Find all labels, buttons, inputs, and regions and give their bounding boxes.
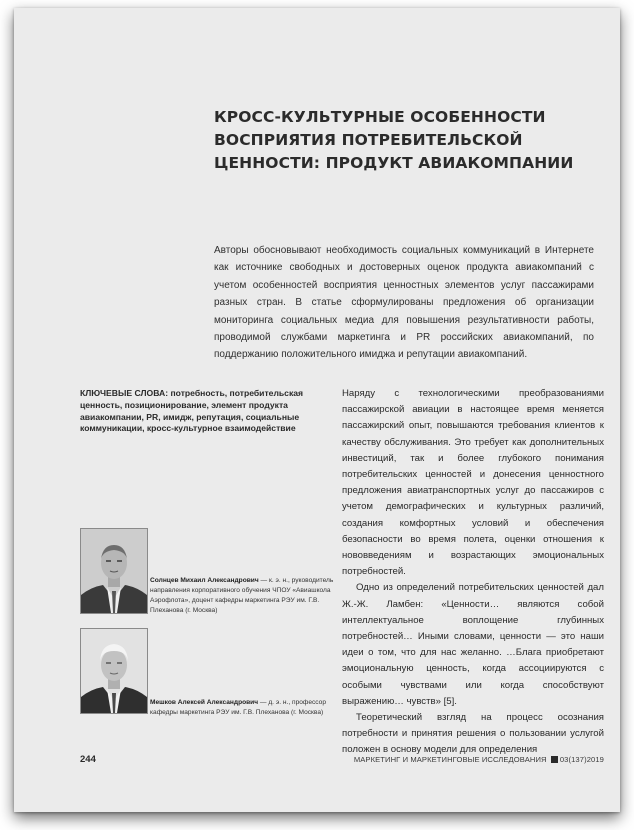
keywords-text: потребность, потребительская ценность, позиционирование, элемент продукта авиакомпании, PR, имидж, репутация, социальные коммуникации, кросс-культурное взаимодействие (80, 388, 304, 434)
article-title: КРОСС-КУЛЬТУРНЫЕ ОСОБЕННОСТИ ВОСПРИЯТИЯ ПОТРЕБИТЕЛЬСКОЙ ЦЕННОСТИ: ПРОДУКТ АВИАКОМПАНИИ (214, 108, 574, 172)
journal-issue: 03(137)2019 (559, 755, 604, 764)
author-info-solntsev (150, 576, 340, 616)
keywords-label: КЛЮЧЕВЫЕ СЛОВА: (80, 388, 169, 398)
journal-page (14, 8, 620, 812)
author-photo-solntsev (80, 528, 148, 614)
page-number: 244 (80, 754, 96, 765)
body-paragraph: Наряду с технологическими преобразованиями пассажирской авиации в настоящее время меняется пассажирский опыт, повышаются требования клиентов к качеству обслуживания. Это требует как дополнительных инвестиций, так и более глубокого понимания потребительских ценностей и донесения ценностного предложения авиатранспортных услуг до пассажиров с учетом демографических и культурных различий, создания комфортных условий и обеспечения безопасности во время полета, оценки отношения к нововведениям и возрастающих эмоциональных потребностей. (342, 388, 604, 578)
journal-name: МАРКЕТИНГ И МАРКЕТИНГОВЫЕ ИССЛЕДОВАНИЯ (353, 755, 547, 764)
body-column (342, 386, 604, 759)
body-paragraph: Теоретический взгляд на процесс осознания потребности и принятия решения о пользовании услугой положен в основу модели для определения (342, 712, 604, 756)
author-details: — д. э. н., профессор кафедры маркетинга РЭУ им. Г.В. Плеханова (г. Москва) (150, 699, 326, 716)
author-name: Мешков Алексей Александрович (150, 699, 259, 706)
article-abstract: Авторы обосновывают необходимость социальных коммуникаций в Интернете как источнике свободных и достоверных оценок продукта авиакомпаний с учетом особенностей восприятия ценностных элементов услуг пассажирами разных стран. В статье сформулированы предложения об организации мониторинга социальных медиа для повышения результативности работы, проводимой службами маркетинга и PR российских авиакомпаний, по поддержанию положительного имиджа и репутации авиакомпаний. (214, 245, 594, 361)
author-details: — к. э. н., руководитель направления корпоративного обучения ЧПОУ «Авиашкола Аэрофлота», доцент кафедры маркетинга РЭУ им. Г.В. Плеханова (г. Москва) (150, 577, 334, 614)
author-name: Солнцев Михаил Александрович (150, 577, 259, 584)
keywords (80, 388, 338, 435)
author-photo-meshkov (80, 628, 148, 714)
journal-footer (354, 755, 604, 764)
square-bullet-icon (551, 756, 558, 763)
body-paragraph: Одно из определений потребительских ценностей дал Ж.-Ж. Ламбен: «Ценности… являются собой интеллектуальное воплощение глубинных потребностей… Иными словами, ценности — это наши идеи о том, что для нас желанно. …Блага приобретают эмоциональную ценность, когда ассоциируются с особыми чувствами или когда способствуют выражению… чувств» [5]. (342, 582, 604, 707)
author-info-meshkov (150, 698, 340, 718)
